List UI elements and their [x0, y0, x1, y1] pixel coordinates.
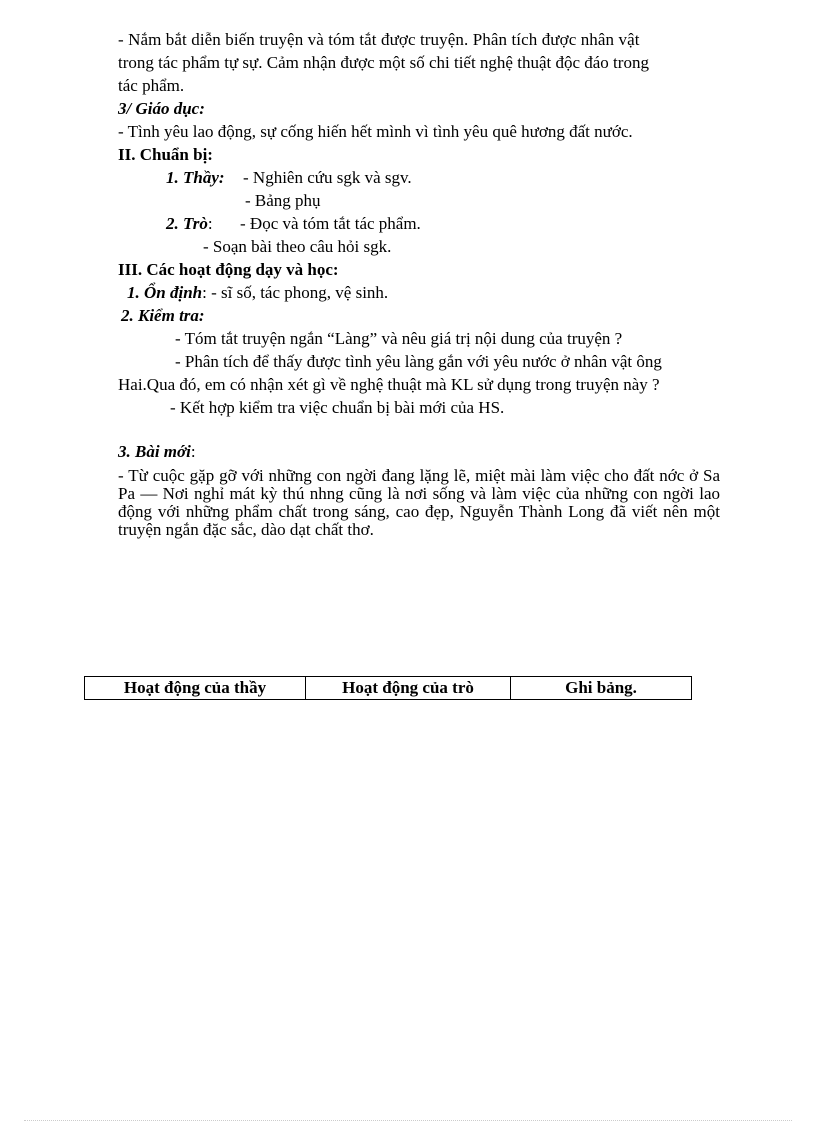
teacher-item-1: - Nghiên cứu sgk và sgv.	[243, 168, 412, 187]
new-lesson-heading: 3. Bài mới	[118, 442, 191, 461]
stabilize-text: : - sĩ số, tác phong, vệ sinh.	[202, 283, 389, 302]
check-item-1: - Tóm tắt truyện ngắn “Làng” và nêu giá trị nội dung của truyện ?	[175, 329, 623, 348]
check-heading: 2. Kiểm tra:	[121, 306, 205, 325]
education-heading: 3/ Giáo dục:	[118, 99, 205, 118]
activities-heading: III. Các hoạt động dạy và học:	[118, 260, 339, 279]
student-label: 2. Trò	[166, 214, 208, 233]
preparation-heading: II. Chuẩn bị:	[118, 145, 213, 164]
student-item-2: - Soạn bài theo câu hỏi sgk.	[203, 237, 392, 256]
education-text: - Tình yêu lao động, sự cống hiến hết mình vì tình yêu quê hương đất nước.	[118, 122, 633, 141]
stabilize-line	[127, 281, 388, 304]
check-item-2-line-1: - Phân tích để thấy được tình yêu làng gắn với yêu nước ở nhân vật ông	[175, 352, 662, 371]
new-lesson-paragraph: - Từ cuộc gặp gỡ với những con ngời đang lặng lẽ, miệt mài làm việc cho đất nớc ở Sa Pa — Nơi nghỉ mát kỳ thú nhng cũng là nơi sống và làm việc của những con ngời lao động với những phẩm chất trong sáng, cao đẹp, Nguyễn Thành Long đã viết nên một truyện ngắn đặc sắc, dào dạt chất thơ.	[118, 466, 720, 539]
student-label-colon: :	[207, 214, 213, 233]
teacher-label: 1. Thầy:	[166, 168, 225, 187]
new-lesson-colon: :	[190, 442, 196, 461]
board-notes-header: Ghi bảng.	[511, 677, 692, 700]
student-activity-header: Hoạt động của trò	[306, 677, 511, 700]
skill-line-1: - Nắm bắt diễn biến truyện và tóm tắt được truyện. Phân tích được nhân vật	[118, 30, 640, 49]
activity-table	[84, 676, 692, 700]
page-bottom-divider	[24, 1120, 792, 1121]
check-item-2-line-2: Hai.Qua đó, em có nhận xét gì về nghệ thuật mà KL sử dụng trong truyện này ?	[118, 375, 660, 394]
skill-line-3: tác phẩm.	[118, 76, 185, 95]
skill-line-2: trong tác phẩm tự sự. Cảm nhận được một số chi tiết nghệ thuật độc đáo trong	[118, 53, 649, 72]
stabilize-label: 1. Ổn định	[127, 283, 203, 302]
student-label-group	[166, 212, 213, 235]
check-item-3: - Kết hợp kiểm tra việc chuẩn bị bài mới của HS.	[170, 398, 505, 417]
teacher-activity-header: Hoạt động của thầy	[85, 677, 306, 700]
student-item-1: - Đọc và tóm tắt tác phẩm.	[240, 214, 421, 233]
teacher-item-2: - Bảng phụ	[245, 191, 321, 210]
activity-table-header-row	[85, 677, 692, 700]
new-lesson-heading-line	[118, 440, 196, 463]
